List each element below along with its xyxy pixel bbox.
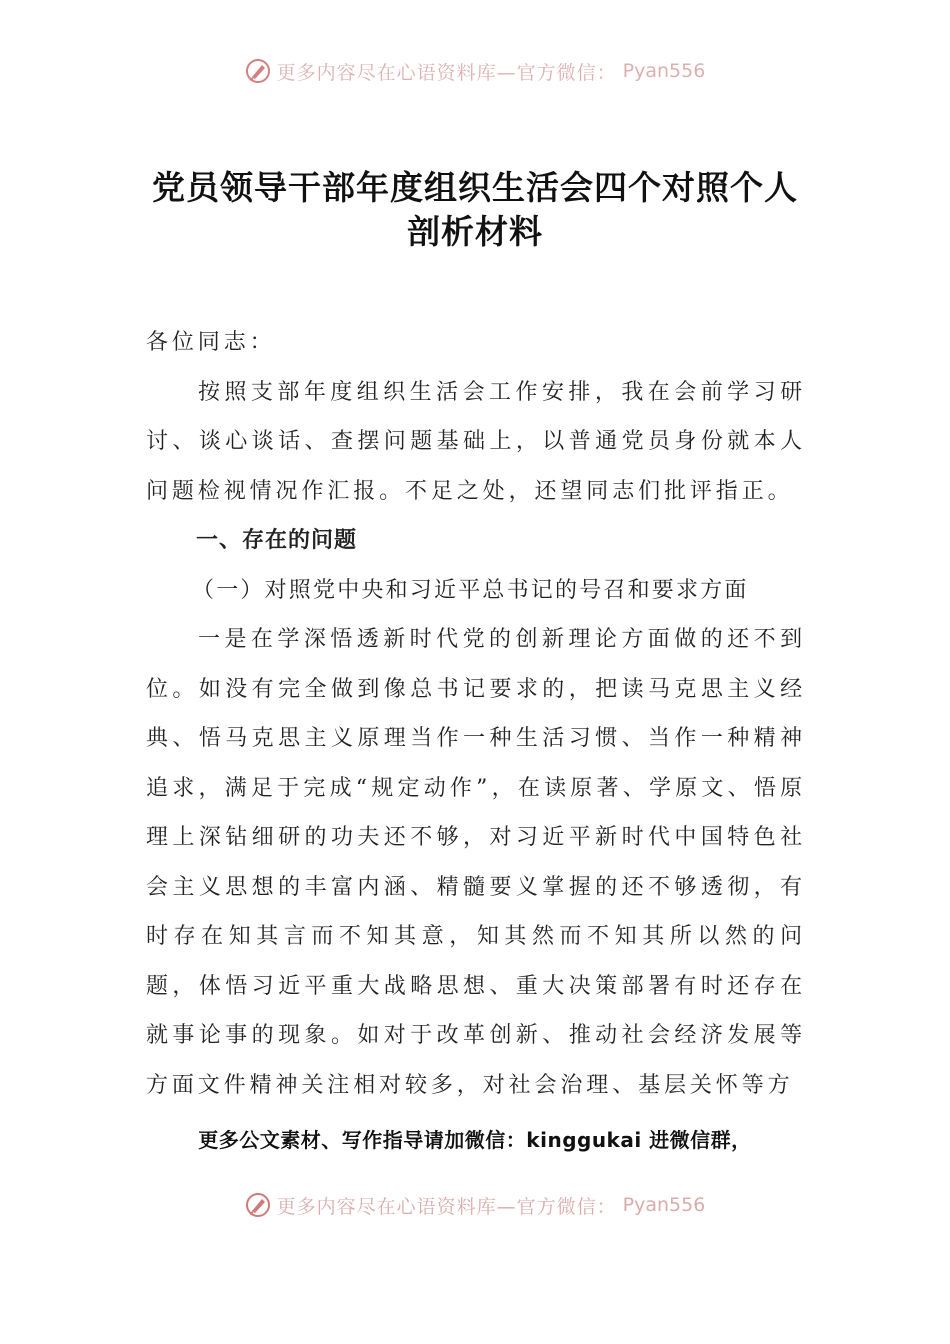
document-body xyxy=(146,318,806,1110)
watermark-text: 更多内容尽在心语资料库—官方微信： xyxy=(276,1195,617,1218)
watermark-wechat-id: Pyan556 xyxy=(622,1194,706,1216)
intro-paragraph: 按照支部年度组织生活会工作安排，我在会前学习研讨、谈心谈话、查摆问题基础上，以普通党员身份就本人问题检视情况作汇报。不足之处，还望同志们批评指正。 xyxy=(146,379,806,504)
watermark-wechat-id: Pyan556 xyxy=(622,60,706,82)
pen-logo-icon xyxy=(245,1192,271,1218)
pen-logo-icon xyxy=(245,58,271,84)
watermark-text: 更多内容尽在心语资料库—官方微信： xyxy=(276,61,617,84)
section-heading: 一、存在的问题 xyxy=(196,528,358,553)
watermark-top xyxy=(0,56,950,86)
body-paragraph: 一是在学深悟透新时代党的创新理论方面做的还不到位。如没有完全做到像总书记要求的，把读马克思主义经典、悟马克思主义原理当作一种生活习惯、当作一种精神追求，满足于完成“规定动作”，在读原著、学原文、悟原理上深钻细研的功夫还不够，对习近平新时代中国特色社会主义思想的丰富内涵、精髓要义掌握的还不够透彻，有时存在知其言而不知其意，知其然而不知其所以然的问题，体悟习近平重大战略思想、重大决策部署有时还存在就事论事的现象。如对于改革创新、推动社会经济发展等方面文件精神关注相对较多，对社会治理、基层关怀等方 xyxy=(146,627,806,1098)
salutation: 各位同志： xyxy=(146,330,276,355)
subsection-heading: （一）对照党中央和习近平总书记的号召和要求方面 xyxy=(192,577,749,603)
footer-note: 更多公文素材、写作指导请加微信：kinggukai 进微信群， xyxy=(198,1128,752,1152)
document-title: 党员领导干部年度组织生活会四个对照个人剖析材料 xyxy=(152,168,798,251)
watermark-bottom xyxy=(0,1188,950,1222)
